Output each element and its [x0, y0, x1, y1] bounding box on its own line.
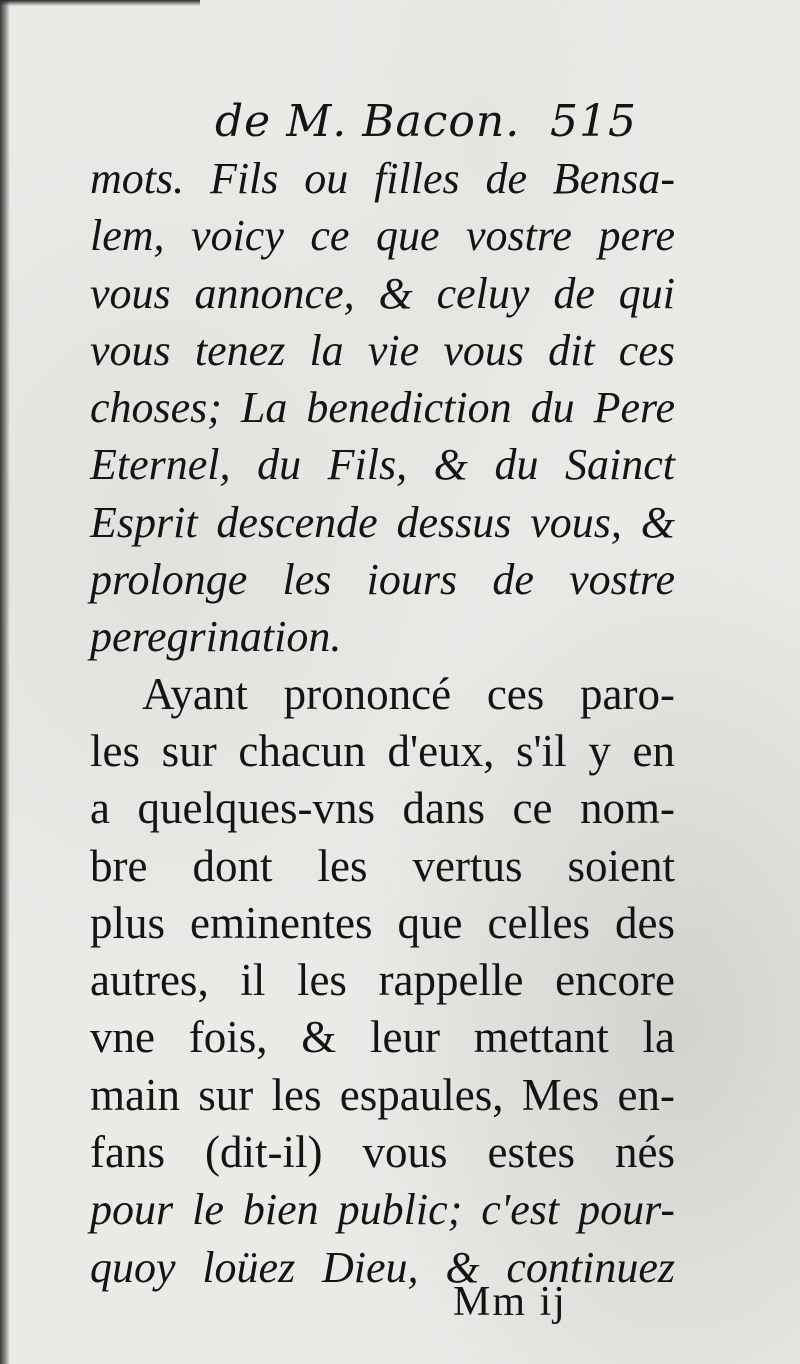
- text-line-20: quoy loüez Dieu, & continuez: [90, 1242, 675, 1292]
- text-line-12: a quelques-vns dans ce nom-: [90, 783, 675, 834]
- text-line-17: main sur les espaules, Mes en-: [90, 1069, 675, 1120]
- text-line-13: bre dont les vertus soient: [90, 840, 675, 891]
- text-line-16: vne fois, & leur mettant la: [90, 1012, 675, 1063]
- text-line-4: vous tenez la vie vous dit ces: [90, 325, 675, 375]
- text-line-19: pour le bien public; c'est pour-: [90, 1185, 675, 1235]
- page-top-shadow: [0, 0, 200, 6]
- text-line-3: vous annonce, & celuy de qui: [90, 268, 675, 318]
- text-line-6: Eternel, du Fils, & du Sainct: [90, 440, 675, 490]
- text-line-15: autres, il les rappelle encore: [90, 955, 675, 1006]
- page-gutter-shadow: [0, 0, 10, 1364]
- text-line-5: choses; La benediction du Pere: [90, 383, 675, 433]
- text-line-11: les sur chacun d'eux, s'il y en: [90, 725, 675, 776]
- text-line-2: lem, voicy ce que vostre pere: [90, 211, 675, 261]
- running-head: [0, 92, 800, 152]
- text-line-8: prolonge les iours de vostre: [90, 555, 675, 605]
- text-line-18: fans (dit-il) vous estes nés: [90, 1127, 675, 1178]
- page-number: 515: [550, 96, 637, 147]
- text-line-14: plus eminentes que celles des: [90, 897, 675, 948]
- text-line-10: Ayant prononcé ces paro-: [142, 668, 675, 719]
- signature-mark: Mm ij: [453, 1279, 567, 1325]
- text-line-7: Esprit descende dessus vous, &: [90, 497, 675, 547]
- text-line-1: mots. Fils ou filles de Bensa-: [90, 154, 675, 203]
- running-head-title: de M. Bacon.: [215, 96, 521, 147]
- body-text: [90, 150, 675, 1296]
- text-line-9: peregrination.: [90, 612, 342, 662]
